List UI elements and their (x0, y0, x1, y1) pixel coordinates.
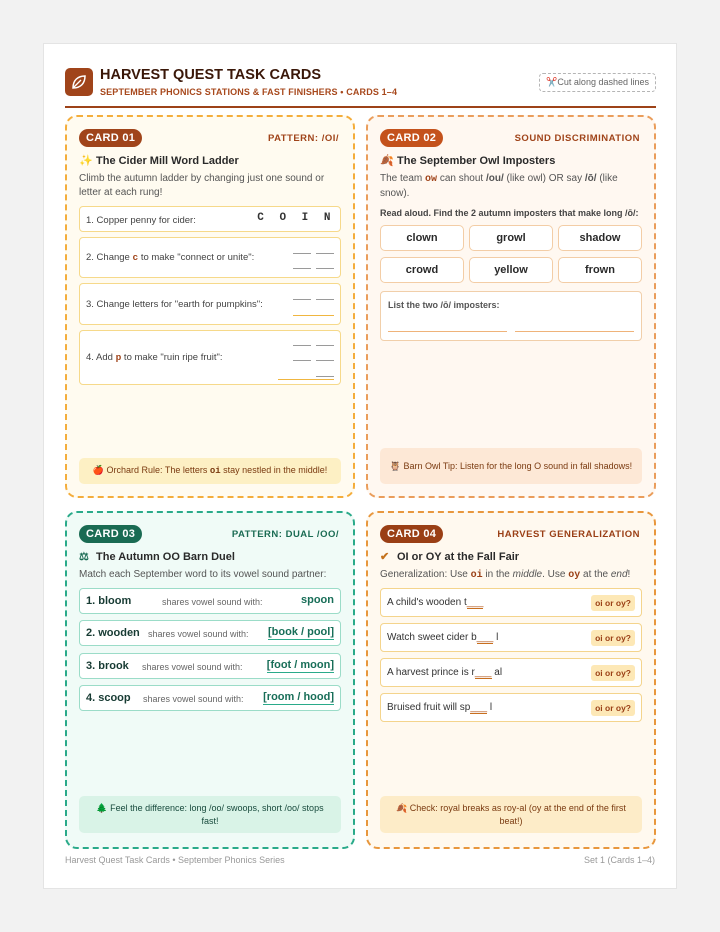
fill-row-1[interactable] (380, 588, 642, 617)
match-word: 4. scoop (86, 692, 131, 704)
footer-set: Set 1 (Cards 1–4) (583, 855, 655, 865)
card-title: ⚖ The Autumn OO Barn Duel (79, 551, 235, 563)
card-pattern: HARVEST GENERALIZATION (497, 529, 640, 540)
match-word: 1. bloom (86, 595, 132, 607)
word-choice-clown[interactable]: clown (380, 225, 464, 251)
match-hint: shares vowel sound with: (143, 694, 244, 704)
answer-blank[interactable] (316, 268, 334, 269)
imposter-answer-box[interactable] (380, 291, 642, 341)
answer-blank[interactable] (293, 360, 311, 361)
rung-prompt: 1. Copper penny for cider: (86, 215, 196, 226)
oi-oy-chip[interactable]: oi or oy? (591, 700, 635, 716)
fill-row-2[interactable] (380, 623, 642, 652)
card-tag: CARD 03 (79, 525, 142, 543)
card-02 (366, 115, 656, 498)
match-hint: shares vowel sound with: (162, 597, 263, 607)
word-choice-shadow[interactable]: shadow (558, 225, 642, 251)
card-pattern: SOUND DISCRIMINATION (514, 133, 640, 144)
answer-blank[interactable]: ___ (466, 597, 484, 608)
fill-sentence: Bruised fruit will sp___ l (387, 702, 493, 713)
oi-oy-chip[interactable]: oi or oy? (591, 630, 635, 646)
card-pattern: PATTERN: DUAL /OO/ (231, 529, 339, 540)
scale-icon: ⚖ (79, 551, 89, 563)
card-description: Climb the autumn ladder by changing just one sound or letter at each rung! (79, 173, 325, 198)
card-pattern: PATTERN: /OI/ (267, 133, 339, 144)
header-divider (65, 106, 656, 108)
oi-oy-chip[interactable]: oi or oy? (591, 595, 635, 611)
leaf-icon: 🍂 (380, 155, 394, 167)
match-hint: shares vowel sound with: (142, 662, 243, 672)
answer-blank[interactable] (293, 299, 311, 300)
match-row-2[interactable] (79, 620, 341, 646)
match-answer[interactable]: [foot / moon] (266, 659, 334, 671)
match-word: 3. brook (86, 660, 129, 672)
footer-series: Harvest Quest Task Cards • September Phonics Series (65, 855, 285, 865)
card-tag: CARD 02 (380, 129, 443, 147)
fill-sentence: A child's wooden t___ (387, 597, 484, 608)
match-word: 2. wooden (86, 627, 140, 639)
card-04 (366, 511, 656, 849)
feel-the-difference-tip: 🌲 Feel the difference: long /oo/ swoops, short /oo/ stops fast! (79, 796, 341, 833)
barn-owl-tip: 🦉 Barn Owl Tip: Listen for the long O sound in fall shadows! (380, 448, 642, 484)
answer-blank[interactable] (316, 253, 334, 254)
answer-blank[interactable] (278, 379, 334, 380)
oi-oy-chip[interactable]: oi or oy? (591, 665, 635, 681)
rung-prompt: 3. Change letters for "earth for pumpkins": (86, 299, 263, 310)
rung-answer: C O I N (257, 212, 335, 224)
word-choice-frown[interactable]: frown (558, 257, 642, 283)
answer-line[interactable] (515, 331, 634, 332)
match-answer[interactable]: [book / pool] (268, 626, 334, 638)
fill-row-3[interactable] (380, 658, 642, 687)
card-03 (65, 511, 355, 849)
answer-blank[interactable] (293, 345, 311, 346)
answer-line[interactable] (388, 331, 507, 332)
rung-prompt: 4. Add p to make "ruin ripe fruit": (86, 352, 223, 363)
sparkle-icon: ✨ (79, 155, 93, 167)
task-card-sheet (43, 43, 677, 889)
answer-blank[interactable]: ___ (470, 702, 488, 713)
fill-sentence: Watch sweet cider b___ l (387, 632, 499, 643)
card-tag: CARD 04 (380, 525, 443, 543)
leaf-icon (65, 68, 93, 96)
card-tag: CARD 01 (79, 129, 142, 147)
card-title: ✨ The Cider Mill Word Ladder (79, 155, 239, 167)
orchard-rule-tip: 🍎 Orchard Rule: The letters oi stay nestled in the middle! (79, 458, 341, 484)
word-choice-yellow[interactable]: yellow (469, 257, 553, 283)
answer-blank[interactable] (293, 315, 334, 316)
answer-box-label: List the two /ō/ imposters: (388, 300, 500, 310)
word-choice-crowd[interactable]: crowd (380, 257, 464, 283)
match-row-1[interactable] (79, 588, 341, 614)
answer-blank[interactable] (293, 253, 311, 254)
page-title: HARVEST QUEST TASK CARDS (100, 67, 322, 83)
card-title: ✔ OI or OY at the Fall Fair (380, 551, 520, 563)
answer-blank[interactable] (316, 376, 334, 377)
answer-blank[interactable] (316, 360, 334, 361)
card-description: Match each September word to its vowel sound partner: (79, 569, 327, 580)
ladder-rung-4[interactable] (79, 330, 341, 385)
checkmarks-icon: ✔ (380, 551, 390, 563)
royal-check-tip: 🍂 Check: royal breaks as roy-al (oy at the end of the first beat!) (380, 796, 642, 833)
ladder-rung-1[interactable] (79, 206, 341, 232)
word-choice-growl[interactable]: growl (469, 225, 553, 251)
match-hint: shares vowel sound with: (148, 629, 249, 639)
card-description: The team ow can shout /ou/ (like owl) OR say /ō/ (like snow). (380, 173, 618, 199)
cut-note: ✂️Cut along dashed lines (539, 73, 656, 92)
match-answer[interactable]: [room / hood] (263, 691, 334, 703)
match-answer: spoon (301, 594, 334, 606)
card-01 (65, 115, 355, 498)
card-title: 🍂 The September Owl Imposters (380, 155, 556, 167)
match-row-4[interactable] (79, 685, 341, 711)
answer-blank[interactable]: ___ (474, 667, 492, 678)
answer-blank[interactable] (293, 268, 311, 269)
fill-row-4[interactable] (380, 693, 642, 722)
answer-blank[interactable] (316, 345, 334, 346)
rung-prompt: 2. Change c to make "connect or unite": (86, 252, 255, 263)
match-row-3[interactable] (79, 653, 341, 679)
fill-sentence: A harvest prince is r___ al (387, 667, 503, 678)
answer-blank[interactable]: ___ (476, 632, 494, 643)
card-instruction: Read aloud. Find the 2 autumn imposters that make long /ō/: (380, 208, 639, 218)
answer-blank[interactable] (316, 299, 334, 300)
card-description: Generalization: Use oi in the middle. Use oy at the end! (380, 569, 631, 581)
ladder-rung-2[interactable] (79, 237, 341, 278)
page-subtitle: SEPTEMBER PHONICS STATIONS & FAST FINISHERS • CARDS 1–4 (100, 87, 398, 97)
ladder-rung-3[interactable] (79, 283, 341, 325)
page-header (65, 68, 656, 108)
